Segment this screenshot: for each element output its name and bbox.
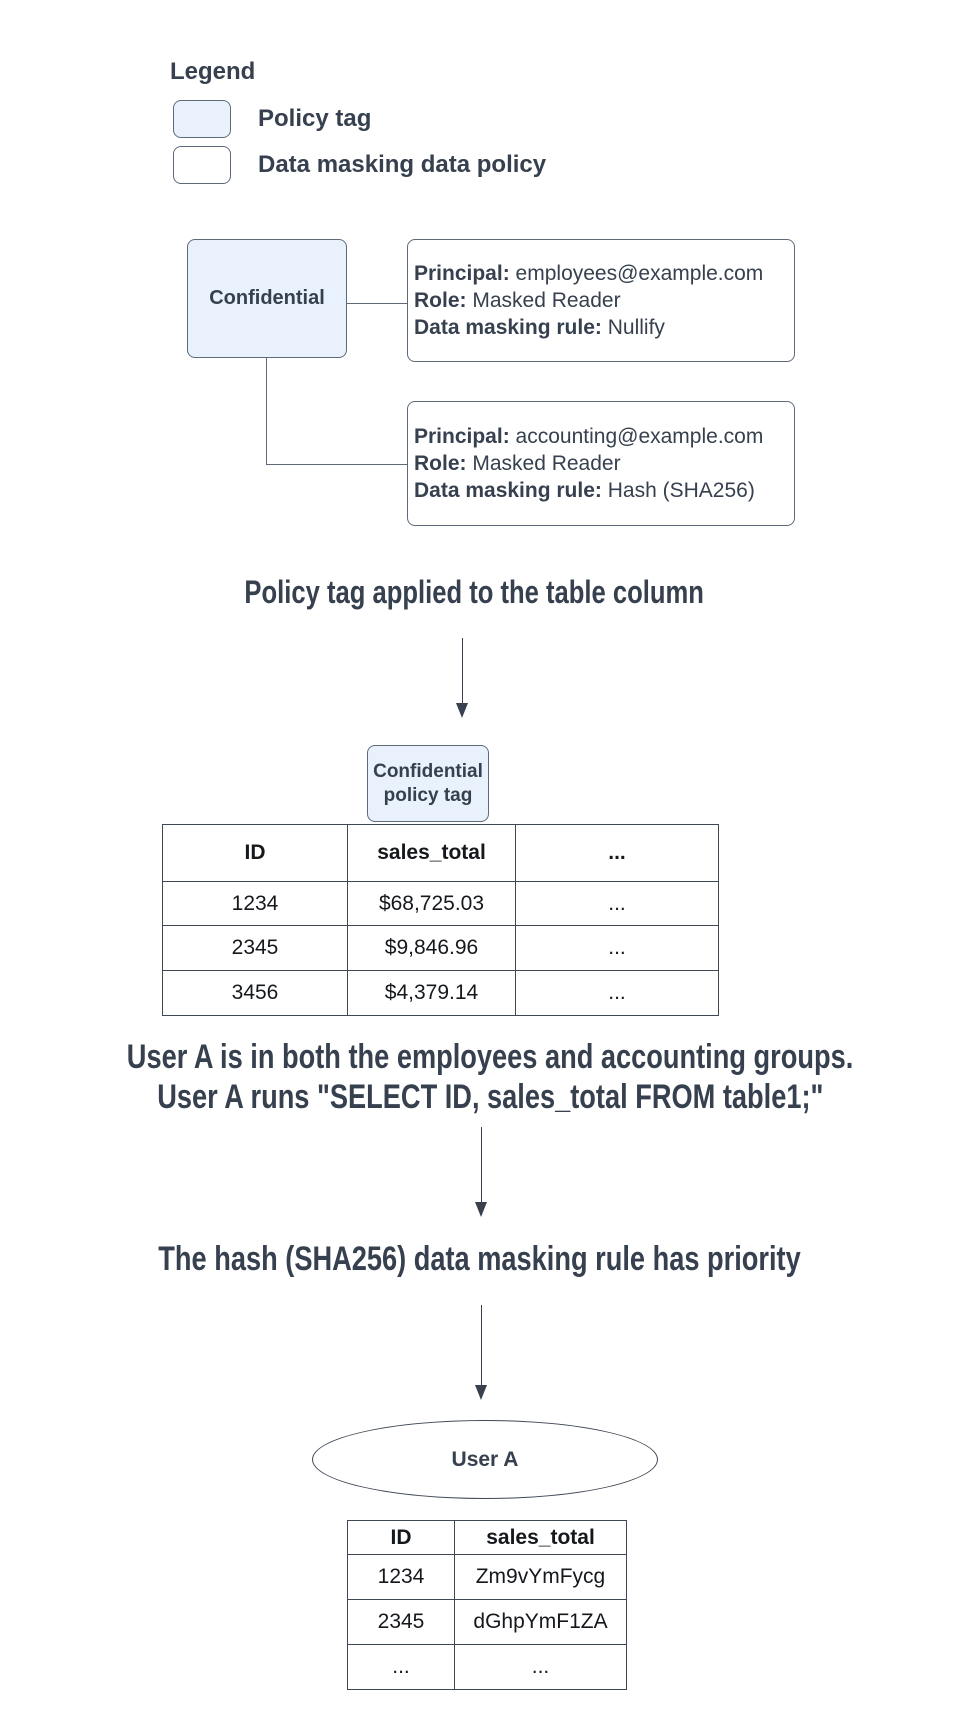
legend-label-policy-tag: Policy tag xyxy=(258,105,372,132)
connector-node-to-policy-1 xyxy=(347,303,407,304)
source-col-id: ID xyxy=(163,825,348,882)
arrow-down-2-head xyxy=(475,1202,487,1217)
arrow-down-1-stem xyxy=(462,638,463,705)
policy-rule-line: Data masking rule: Nullify xyxy=(414,316,665,339)
source-col-more: ... xyxy=(516,825,719,882)
connector-node-to-policy-2-horizontal xyxy=(266,464,407,465)
table-row: 1234 $68,725.03 ... xyxy=(163,882,719,926)
result-col-id: ID xyxy=(348,1521,455,1555)
arrow-down-3-stem xyxy=(481,1305,482,1387)
arrow-down-2-stem xyxy=(481,1127,482,1204)
user-groups-text xyxy=(16,1037,964,1117)
table-row: 3456 $4,379.14 ... xyxy=(163,971,719,1016)
legend-title: Legend xyxy=(170,58,256,85)
arrow-down-1-head xyxy=(456,703,468,718)
source-table-header-row xyxy=(163,825,719,882)
source-col-sales-total: sales_total xyxy=(348,825,516,882)
heading-policy-applied: Policy tag applied to the table column xyxy=(244,574,704,610)
legend-label-data-masking-policy: Data masking data policy xyxy=(258,151,547,178)
table-row: 2345 $9,846.96 ... xyxy=(163,926,719,971)
policy-principal-line: Principal: employees@example.com xyxy=(414,262,764,285)
table-row: 1234 Zm9vYmFycg xyxy=(348,1555,627,1600)
applied-policy-tag-box: Confidential policy tag xyxy=(367,745,489,822)
policy-tag-node-confidential: Confidential xyxy=(187,239,347,358)
source-table xyxy=(162,824,719,1016)
policy-role-line: Role: Masked Reader xyxy=(414,452,621,475)
legend-swatch-policy-tag xyxy=(173,100,231,138)
table-row: ... ... xyxy=(348,1645,627,1690)
table-row: 2345 dGhpYmF1ZA xyxy=(348,1600,627,1645)
policy-rule-line: Data masking rule: Hash (SHA256) xyxy=(414,479,755,502)
result-col-sales-total: sales_total xyxy=(455,1521,627,1555)
heading-hash-priority: The hash (SHA256) data masking rule has priority xyxy=(158,1240,802,1278)
user-node: User A xyxy=(312,1420,658,1499)
policy-role-line: Role: Masked Reader xyxy=(414,289,621,312)
legend-swatch-data-masking-policy xyxy=(173,146,231,184)
user-groups-line-1: User A is in both the employees and accounting groups. xyxy=(126,1038,854,1076)
arrow-down-3-head xyxy=(475,1385,487,1400)
connector-node-to-policy-2-vertical xyxy=(266,358,267,465)
policy-principal-line: Principal: accounting@example.com xyxy=(414,425,764,448)
masking-policy-box-accounting xyxy=(407,401,795,526)
user-groups-line-2: User A runs "SELECT ID, sales_total FROM table1;" xyxy=(156,1078,824,1116)
masking-policy-box-employees xyxy=(407,239,795,362)
result-table-header-row xyxy=(348,1521,627,1555)
result-table xyxy=(347,1520,627,1690)
